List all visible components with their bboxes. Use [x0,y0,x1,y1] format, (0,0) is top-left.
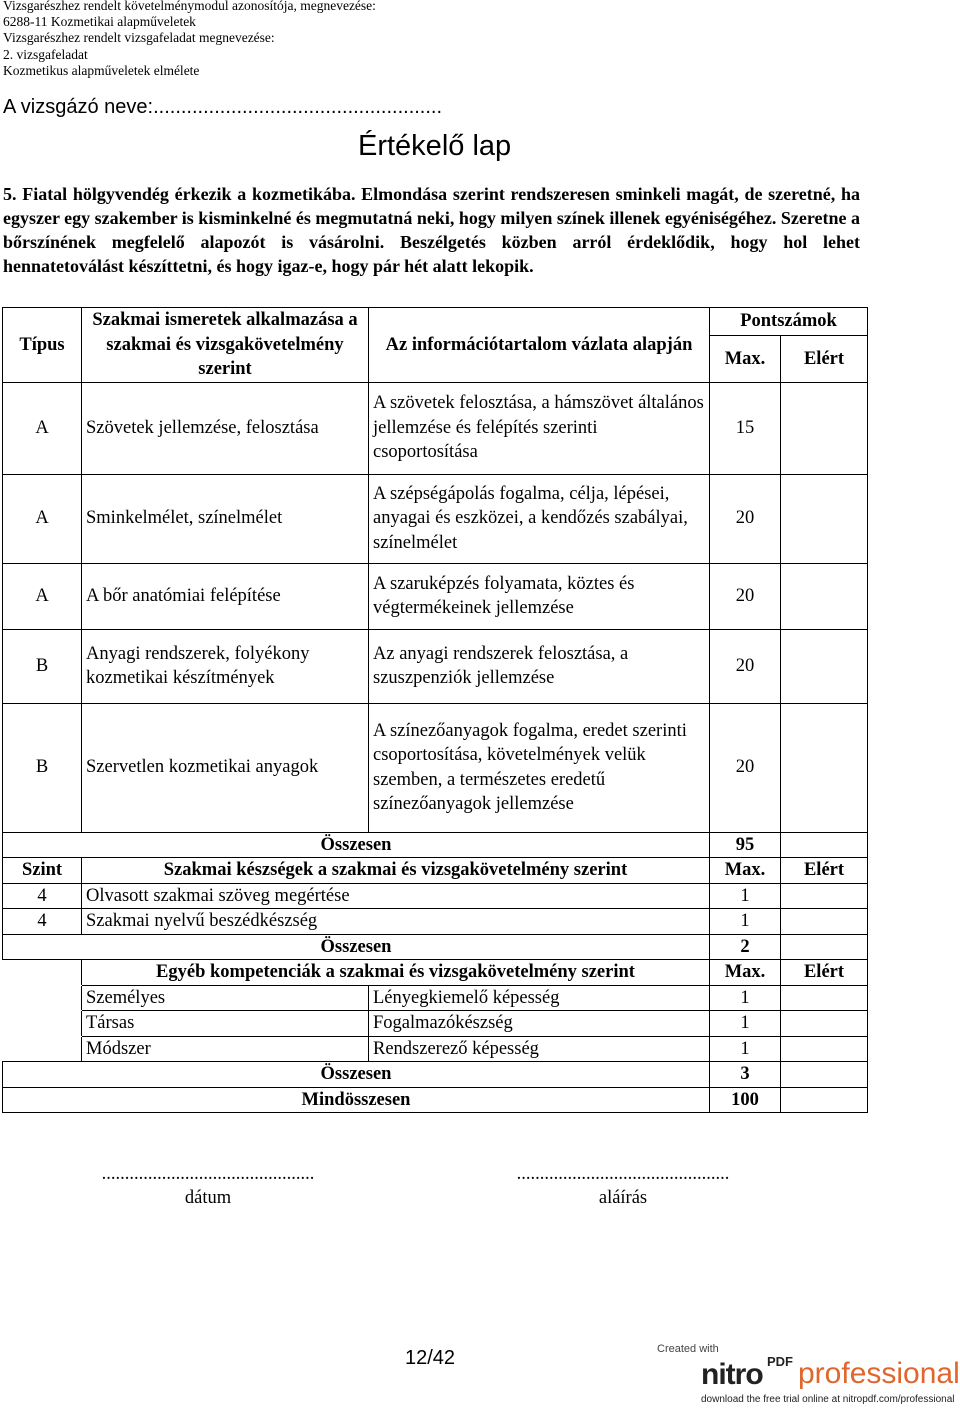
total-achieved-cell[interactable] [781,832,868,858]
header-line: 2. vizsgafeladat [3,46,88,62]
row-achieved-cell[interactable] [781,703,868,832]
row-topic: Anyagi rendszerek, folyékony kozmetikai készítmények [82,629,369,703]
row-type: A [3,563,82,629]
competency-row [3,1036,868,1062]
row-type: B [3,703,82,832]
grand-total-label: Mindösszesen [3,1087,710,1113]
row-max: 15 [710,382,781,474]
row-max: 20 [710,563,781,629]
blank-cell [3,985,82,1011]
row-content: A szépségápolás fogalma, célja, lépései, anyagai és eszközei, a kendőzés szabályai, színelmélet [369,474,710,563]
skills-header-max: Max. [710,858,781,884]
skill-name: Olvasott szakmai szöveg megértése [82,883,710,909]
row-type: A [3,382,82,474]
header-line: Kozmetikus alapműveletek elmélete [3,62,200,78]
date-signature-block [82,1162,334,1210]
row-type: B [3,629,82,703]
row-achieved-cell[interactable] [781,629,868,703]
signature-dots: .............................................. [516,1164,730,1184]
row-max: 20 [710,629,781,703]
row-content: A színezőanyagok fogalma, eredet szerinti csoportosítása, követelmények velük szemben, a természetes eredetű színezőanyagok jellemzése [369,703,710,832]
watermark-pdf: PDF [767,1354,793,1369]
skill-level: 4 [3,883,82,909]
total-achieved-cell[interactable] [781,934,868,960]
row-content: Az anyagi rendszerek felosztása, a szuszpenziók jellemzése [369,629,710,703]
competency-name: Rendszerező képesség [369,1036,710,1062]
watermark-brand: nitro [701,1358,763,1391]
skill-max: 1 [710,883,781,909]
row-achieved-cell[interactable] [781,382,868,474]
row-topic: A bőr anatómiai felépítése [82,563,369,629]
watermark-product: professional [798,1357,960,1390]
row-topic: Szövetek jellemzése, felosztása [82,382,369,474]
total-max: 2 [710,934,781,960]
competency-achieved-cell[interactable] [781,1036,868,1062]
header-line: Vizsgarészhez rendelt vizsgafeladat megnevezése: [3,30,275,46]
other-header-max: Max. [710,960,781,986]
total-max: 95 [710,832,781,858]
competency-achieved-cell[interactable] [781,1011,868,1037]
competency-achieved-cell[interactable] [781,985,868,1011]
header-line: 6288-11 Kozmetikai alapműveletek [3,14,196,30]
skills-header-title: Szakmai készségek a szakmai és vizsgakövetelmény szerint [82,858,710,884]
competency-category: Módszer [82,1036,369,1062]
blank-cell [3,1036,82,1062]
row-type: A [3,474,82,563]
competency-category: Társas [82,1011,369,1037]
competency-row [3,985,868,1011]
row-achieved-cell[interactable] [781,474,868,563]
competency-max: 1 [710,1036,781,1062]
col-header-max: Max. [710,336,781,382]
watermark-footer: download the free trial online at nitropdf.com/professional [701,1394,955,1405]
row-achieved-cell[interactable] [781,563,868,629]
row-content: A szaruképzés folyamata, köztes és végtermékeinek jellemzése [369,563,710,629]
grand-total-achieved-cell[interactable] [781,1087,868,1113]
total-label: Összesen [3,934,710,960]
competency-max: 1 [710,985,781,1011]
table-row [3,629,868,703]
table-row [3,382,868,474]
col-header-outline: Az információtartalom vázlata alapján [369,308,710,383]
document-header [3,0,376,79]
skill-name: Szakmai nyelvű beszédkészség [82,909,710,935]
col-header-type: Típus [3,308,82,383]
skill-level: 4 [3,909,82,935]
skill-row [3,883,868,909]
date-label: dátum [184,1188,232,1208]
table-row [3,703,868,832]
skills-header-achieved: Elért [781,858,868,884]
col-header-achieved: Elért [781,336,868,382]
competency-name: Fogalmazókészség [369,1011,710,1037]
signature-block [497,1162,749,1210]
grand-total-max: 100 [710,1087,781,1113]
table-row [3,474,868,563]
col-header-points: Pontszámok [710,308,868,336]
other-header-title: Egyéb kompetenciák a szakmai és vizsgakövetelmény szerint [82,960,710,986]
header-line: Vizsgarészhez rendelt követelménymodul azonosítója, megnevezése: [3,0,376,13]
row-topic: Szervetlen kozmetikai anyagok [82,703,369,832]
date-dots: .............................................. [101,1164,315,1184]
competency-row [3,1011,868,1037]
page-title: Értékelő lap [358,130,512,162]
page-number: 12/42 [405,1347,456,1369]
candidate-name-field: A vizsgázó neve:.................................................... [3,96,443,118]
blank-cell [3,1011,82,1037]
skill-row [3,909,868,935]
row-max: 20 [710,703,781,832]
total-achieved-cell[interactable] [781,1062,868,1088]
other-header-achieved: Elért [781,960,868,986]
competency-name: Lényegkiemelő képesség [369,985,710,1011]
signature-label: aláírás [598,1188,648,1208]
total-label: Összesen [3,832,710,858]
evaluation-table [2,307,868,1113]
task-description: 5. Fiatal hölgyvendég érkezik a kozmetikába. Elmondása szerint rendszeresen sminkeli magát, de szeretné, ha egyszer egy szakember is kisminkelné és megmutatná neki, hogy milyen színek illenek egyéniségéhez. Szeretne a bőrszínének megfelelő alapozót is vásárolni. Beszélgetés közben arról érdeklődik, hogy hol lehet hennatetoválást készíttetni, és hogy igaz-e, hogy pár hét alatt lekopik. [3,184,860,276]
total-label: Összesen [3,1062,710,1088]
watermark-created: Created with [657,1343,719,1355]
row-content: A szövetek felosztása, a hámszövet általános jellemzése és felépítés szerinti csoportosítása [369,382,710,474]
skill-achieved-cell[interactable] [781,883,868,909]
nitro-watermark [655,1340,960,1410]
competency-category: Személyes [82,985,369,1011]
row-topic: Sminkelmélet, színelmélet [82,474,369,563]
blank-cell [3,960,82,986]
row-max: 20 [710,474,781,563]
table-row [3,563,868,629]
col-header-knowledge: Szakmai ismeretek alkalmazása a szakmai és vizsgakövetelmény szerint [82,308,369,383]
competency-max: 1 [710,1011,781,1037]
skills-header-level: Szint [3,858,82,884]
skill-achieved-cell[interactable] [781,909,868,935]
total-max: 3 [710,1062,781,1088]
skill-max: 1 [710,909,781,935]
